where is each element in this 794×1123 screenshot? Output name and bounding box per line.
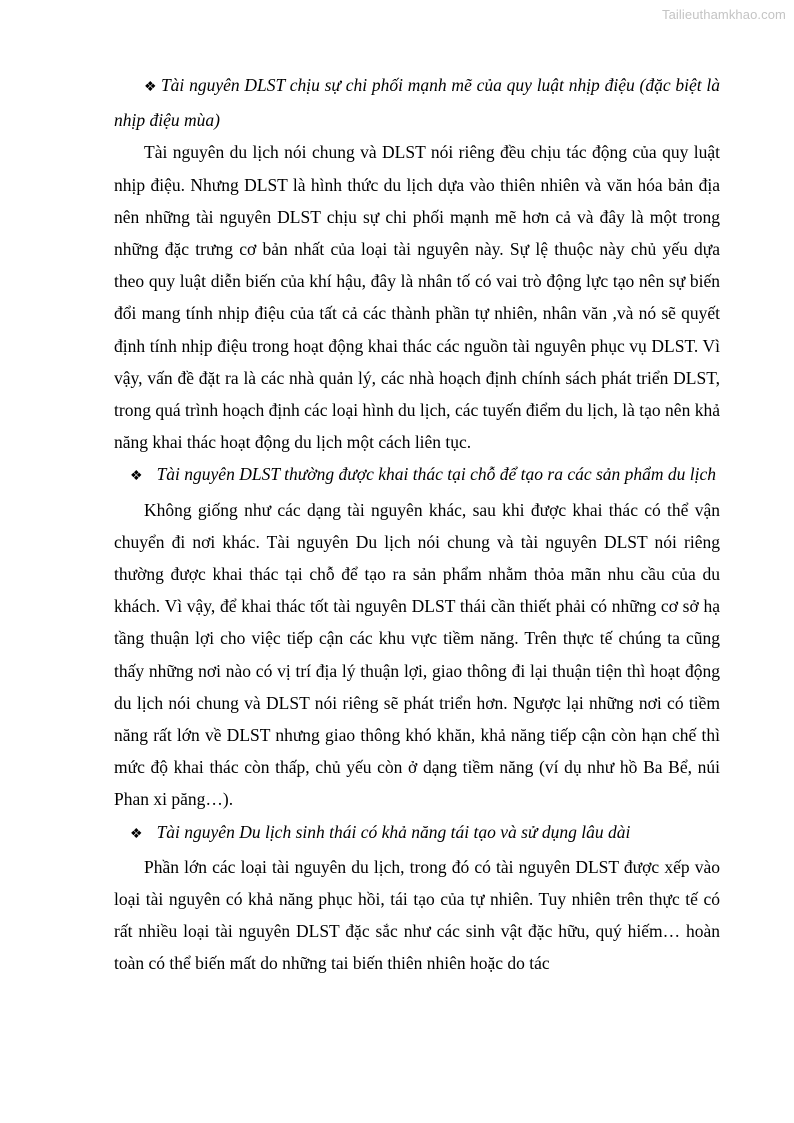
section-heading-3	[114, 816, 720, 851]
section-heading-1-text: Tài nguyên DLST chịu sự chi phối mạnh mẽ của quy luật nhịp điệu (đặc biệt là nhịp điệu mùa)	[114, 75, 720, 131]
section-heading-1	[114, 69, 720, 136]
section-heading-2	[114, 458, 720, 493]
diamond-bullet-icon: ❖	[130, 469, 143, 485]
section-body-1: Tài nguyên du lịch nói chung và DLST nói riêng đều chịu tác động của quy luật nhịp điệu. Nhưng DLST là hình thức du lịch dựa vào thiên nhiên và văn hóa bản địa nên những tài nguyên DLST chịu sự chi phối mạnh mẽ hơn cả và đây là một trong những đặc trưng cơ bản nhất của loại tài nguyên này. Sự lệ thuộc này chủ yếu dựa theo quy luật diễn biến của khí hậu, đây là nhân tố có vai trò động lực tạo nên sự biến đổi mang tính nhịp điệu của tất cả các thành phần tự nhiên, nhân văn ,và nó sẽ quyết định tính nhịp điệu trong hoạt động khai thác các nguồn tài nguyên phục vụ DLST. Vì vậy, vấn đề đặt ra là các nhà quản lý, các nhà hoạch định chính sách phát triển DLST, trong quá trình hoạch định các loại hình du lịch, các tuyến điểm du lịch, là tạo nên khả năng khai thác hoạt động du lịch một cách liên tục.	[114, 142, 720, 453]
section-heading-3-text: Tài nguyên Du lịch sinh thái có khả năng tái tạo và sử dụng lâu dài	[156, 821, 631, 842]
document-page	[114, 69, 720, 980]
section-heading-2-text: Tài nguyên DLST thường được khai thác tại chỗ để tạo ra các sản phẩm du lịch	[156, 464, 717, 485]
diamond-bullet-icon: ❖	[130, 826, 143, 842]
watermark: Tailieuthamkhao.com	[661, 7, 786, 22]
section-body-2: Không giống như các dạng tài nguyên khác, sau khi được khai thác có thể vận chuyển đi nơi khác. Tài nguyên Du lịch nói chung và tài nguyên DLST nói riêng thường được khai thác tại chỗ để tạo ra sản phẩm nhằm thỏa mãn nhu cầu của du khách. Vì vậy, để khai thác tốt tài nguyên DLST thái cần thiết phải có những cơ sở hạ tầng thuận lợi cho việc tiếp cận các khu vực tiềm năng. Trên thực tế chúng ta cũng thấy những nơi nào có vị trí địa lý thuận lợi, giao thông đi lại thuận tiện thì hoạt động du lịch nói chung và DLST nói riêng sẽ phát triển hơn. Ngược lại những nơi có tiềm năng rất lớn về DLST nhưng giao thông khó khăn, khả năng tiếp cận còn hạn chế thì mức độ khai thác còn thấp, chủ yếu còn ở dạng tiềm năng (ví dụ như hồ Ba Bể, núi Phan xi păng…).	[114, 499, 720, 810]
section-body-3: Phần lớn các loại tài nguyên du lịch, trong đó có tài nguyên DLST được xếp vào loại tài nguyên có khả năng phục hồi, tái tạo của tự nhiên. Tuy nhiên trên thực tế có rất nhiều loại tài nguyên DLST đặc sắc như các sinh vật đặc hữu, quý hiếm… hoàn toàn có thể biến mất do những tai biến thiên nhiên hoặc do tác	[114, 856, 720, 974]
diamond-bullet-icon: ❖	[144, 80, 157, 95]
